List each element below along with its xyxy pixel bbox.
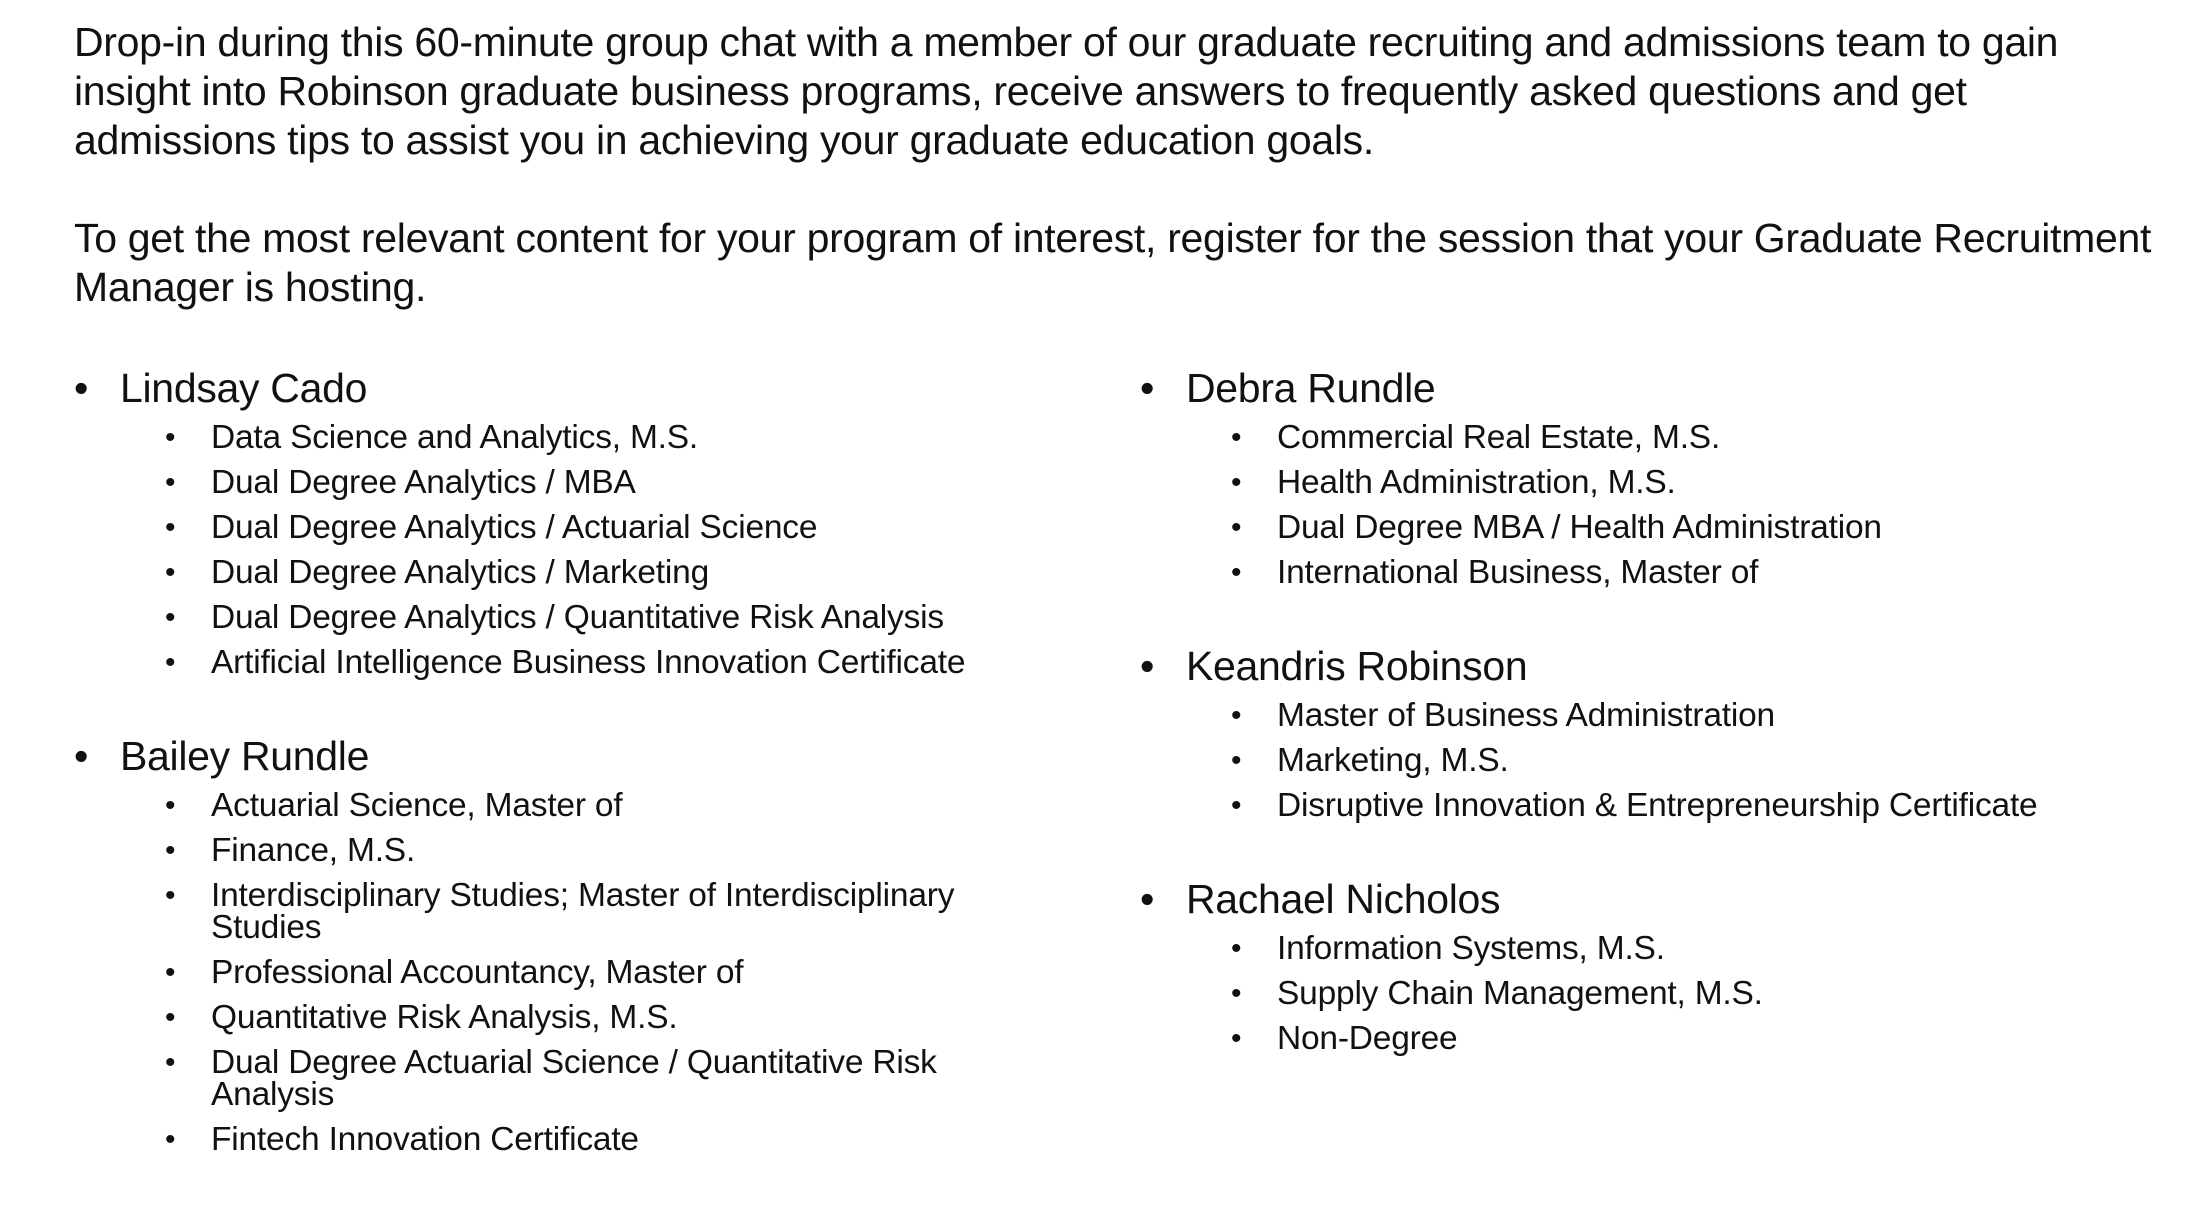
program-item: • Health Administration, M.S. — [1277, 461, 2180, 506]
program-item: • International Business, Master of — [1277, 551, 2180, 596]
intro-paragraph: To get the most relevant content for your program of interest, register for the session that your Graduate Recruitment Manager is hosting. — [74, 215, 2152, 310]
program-item: • Professional Accountancy, Master of — [211, 951, 1041, 996]
left-column — [74, 360, 1074, 1205]
program-item: • Non-Degree — [1277, 1017, 2180, 1062]
manager-name: • Debra Rundle — [1140, 360, 2180, 416]
intro-paragraph: Drop-in during this 60-minute group chat with a member of our graduate recruiting and admissions team to gain insight into Robinson graduate business programs, receive answers to frequently asked questions and get admissions tips to assist you in achieving your graduate education goals. — [74, 19, 2059, 163]
program-item: • Information Systems, M.S. — [1277, 927, 2180, 972]
manager-group — [1140, 871, 2180, 1062]
program-item: • Marketing, M.S. — [1277, 739, 2180, 784]
program-list — [1140, 694, 2180, 829]
program-item: • Dual Degree Analytics / Marketing — [211, 551, 1074, 596]
manager-group — [74, 728, 1074, 1163]
manager-name: • Keandris Robinson — [1140, 638, 2180, 694]
manager-group — [74, 360, 1074, 686]
program-item: • Disruptive Innovation & Entrepreneurship Certificate — [1277, 784, 2180, 829]
program-item: • Commercial Real Estate, M.S. — [1277, 416, 2180, 461]
program-item: • Supply Chain Management, M.S. — [1277, 972, 2180, 1017]
program-item: • Actuarial Science, Master of — [211, 784, 1041, 829]
program-item: • Dual Degree Actuarial Science / Quantitative Risk Analysis — [211, 1041, 1041, 1118]
program-item: • Quantitative Risk Analysis, M.S. — [211, 996, 1041, 1041]
program-item: • Master of Business Administration — [1277, 694, 2180, 739]
manager-group — [1140, 638, 2180, 829]
program-list — [74, 784, 1041, 1163]
program-item: • Dual Degree Analytics / MBA — [211, 461, 1074, 506]
right-column — [1140, 360, 2180, 1104]
program-list — [1140, 416, 2180, 596]
program-item: • Finance, M.S. — [211, 829, 1041, 874]
manager-name: • Lindsay Cado — [74, 360, 1074, 416]
program-item: • Fintech Innovation Certificate — [211, 1118, 1041, 1163]
program-item: • Data Science and Analytics, M.S. — [211, 416, 1074, 461]
manager-name: • Rachael Nicholos — [1140, 871, 2180, 927]
program-item: • Dual Degree MBA / Health Administration — [1277, 506, 2180, 551]
manager-group — [1140, 360, 2180, 596]
program-list — [1140, 927, 2180, 1062]
manager-name: • Bailey Rundle — [74, 728, 1074, 784]
program-list — [74, 416, 1074, 686]
program-item: • Dual Degree Analytics / Quantitative Risk Analysis — [211, 596, 1074, 641]
program-item: • Dual Degree Analytics / Actuarial Science — [211, 506, 1074, 551]
program-item: • Interdisciplinary Studies; Master of Interdisciplinary Studies — [211, 874, 1041, 951]
program-item: • Artificial Intelligence Business Innovation Certificate — [211, 641, 1074, 686]
intro-text — [74, 18, 2154, 312]
